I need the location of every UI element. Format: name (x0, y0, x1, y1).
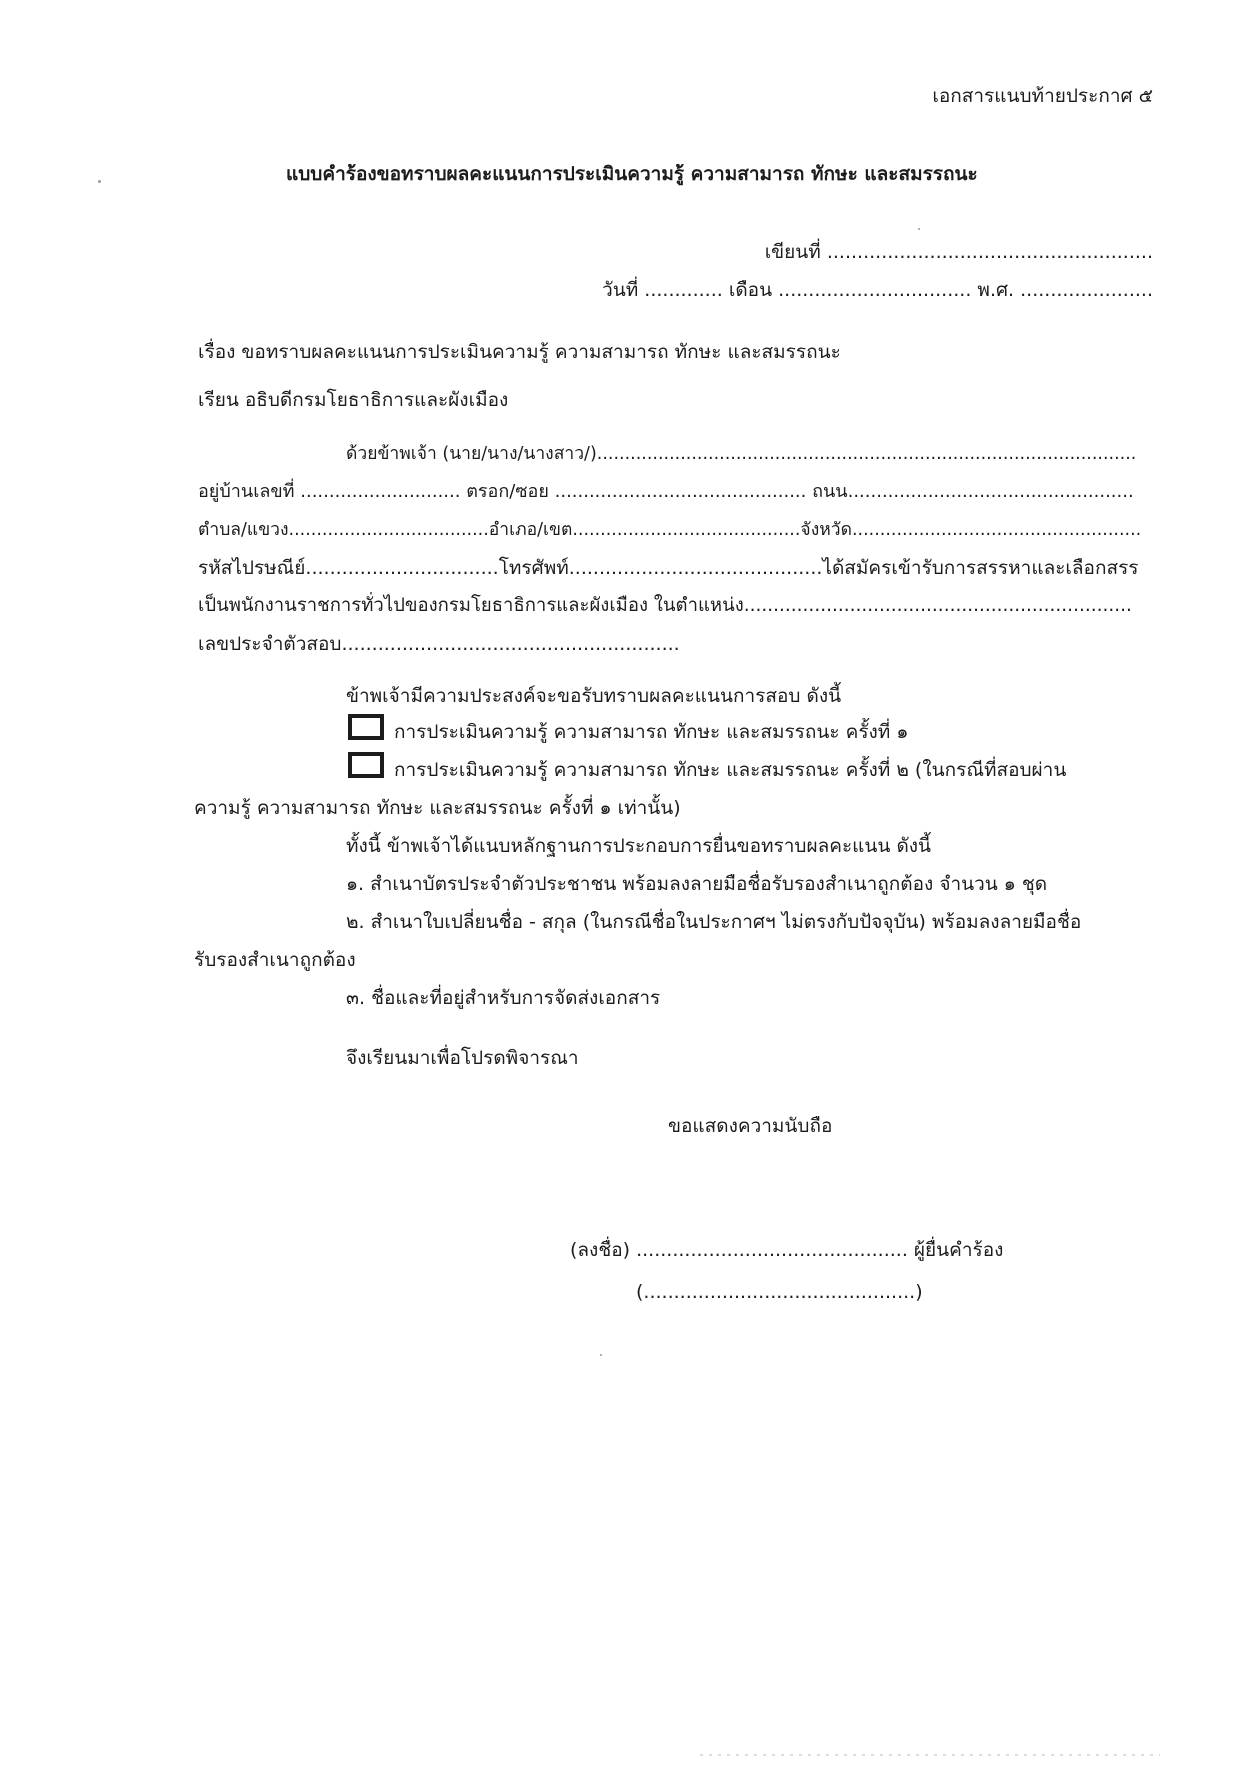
option2-label-continued: ความรู้ ความสามารถ ทักษะ และสมรรถนะ ครั้งที่ ๑ เท่านั้น) (194, 797, 681, 819)
scan-speck (600, 1354, 602, 1356)
closing-regards: ขอแสดงความนับถือ (668, 1115, 833, 1137)
signature-line: (ลงชื่อ) ............................................. ผู้ยื่นคำร้อง (570, 1239, 1004, 1261)
evidence-item-3: ๓. ชื่อและที่อยู่สำหรับการจัดส่งเอกสาร (346, 987, 661, 1009)
district-line: ตำบล/แขวง....................................อำเภอ/เขต.........................................จังหวัด.................................................... (198, 520, 1142, 540)
attachment-label: เอกสารแนบท้ายประกาศ ๕ (932, 85, 1153, 107)
position-line: เป็นพนักงานราชการทั่วไปของกรมโยธาธิการและผังเมือง ในตำแหน่ง.................................................................. (198, 595, 1132, 616)
address-line: อยู่บ้านเลขที่ ............................ ตรอก/ซอย ............................................ ถนน.................................................. (198, 481, 1134, 502)
date-line: วันที่ ............. เดือน ................................ พ.ศ. ...................... (602, 279, 1153, 301)
recipient-line: เรียน อธิบดีกรมโยธาธิการและผังเมือง (198, 389, 509, 411)
request-intro: ข้าพเจ้ามีความประสงค์จะขอรับทราบผลคะแนนการสอบ ดังนี้ (346, 685, 842, 707)
place-line: เขียนที่ ...................................................... (764, 241, 1153, 263)
evidence-item-1: ๑. สำเนาบัตรประจำตัวประชาชน พร้อมลงลายมือชื่อรับรองสำเนาถูกต้อง จำนวน ๑ ชุด (346, 873, 1048, 895)
option1-label: การประเมินความรู้ ความสามารถ ทักษะ และสมรรถนะ ครั้งที่ ๑ (394, 721, 909, 743)
evidence-item-2: ๒. สำเนาใบเปลี่ยนชื่อ - สกุล (ในกรณีชื่อในประกาศฯ ไม่ตรงกับปัจจุบัน) พร้อมลงลายมือชื่อ (346, 911, 1082, 933)
closing-request: จึงเรียนมาเพื่อโปรดพิจารณา (346, 1047, 579, 1069)
signature-name-parens: (.............................................) (636, 1281, 923, 1303)
postal-phone-line: รหัสไปรษณีย์................................โทรศัพท์..........................................ได้สมัครเข้ารับการสรรหาและเลือกสรร (198, 557, 1139, 579)
exam-id-line: เลขประจำตัวสอบ........................................................ (198, 633, 680, 655)
scan-footer-marks (700, 1754, 1160, 1756)
option1-checkbox[interactable] (348, 714, 384, 740)
scan-speck (98, 180, 101, 183)
option2-checkbox[interactable] (348, 752, 384, 778)
option2-label: การประเมินความรู้ ความสามารถ ทักษะ และสมรรถนะ ครั้งที่ ๒ (ในกรณีที่สอบผ่าน (394, 759, 1067, 781)
evidence-item-2-continued: รับรองสำเนาถูกต้อง (194, 949, 356, 971)
evidence-intro: ทั้งนี้ ข้าพเจ้าได้แนบหลักฐานการประกอบการยื่นขอทราบผลคะแนน ดังนี้ (346, 835, 932, 857)
applicant-name-line: ด้วยข้าพเจ้า (นาย/นาง/นางสาว/)................................................................................................. (346, 444, 1137, 464)
form-title: แบบคำร้องขอทราบผลคะแนนการประเมินความรู้ ความสามารถ ทักษะ และสมรรถนะ (286, 163, 978, 185)
scan-speck (918, 228, 920, 230)
subject-line: เรื่อง ขอทราบผลคะแนนการประเมินความรู้ ความสามารถ ทักษะ และสมรรถนะ (198, 341, 841, 363)
